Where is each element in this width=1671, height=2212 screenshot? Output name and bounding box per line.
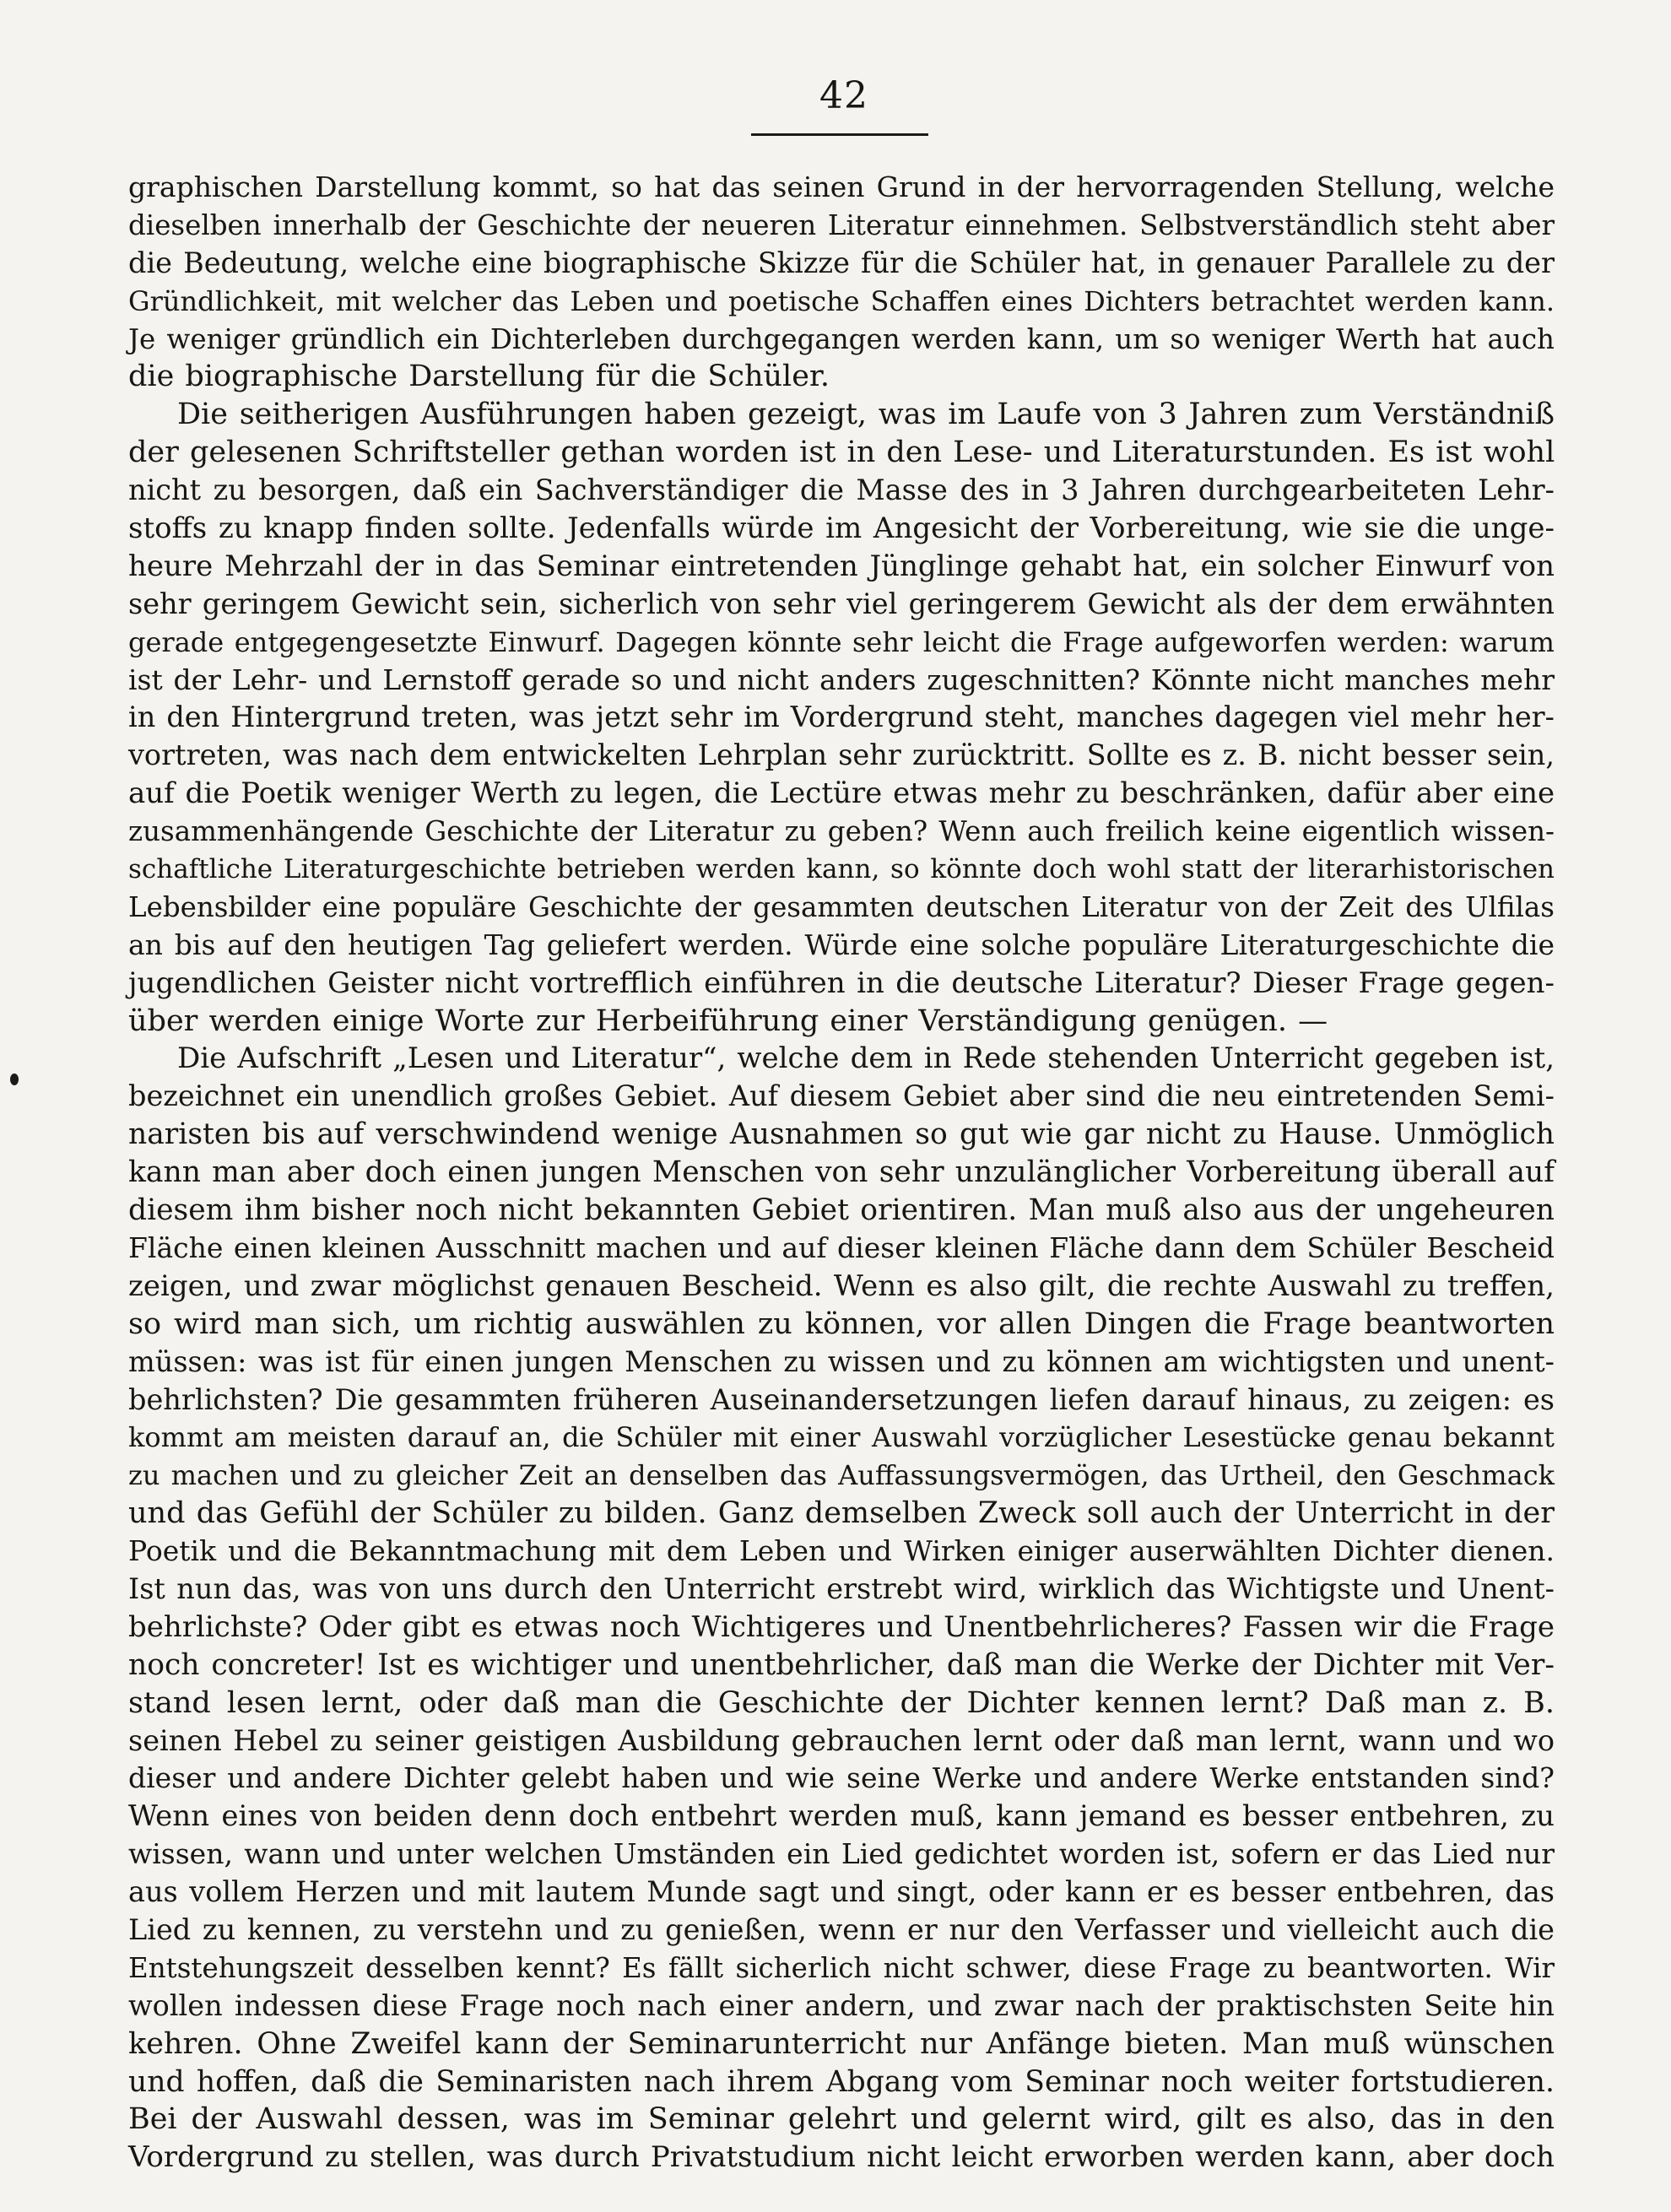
text-line: wissen, wann und unter welchen Umständen ein Lied gedichtet worden ist, sofern er das Lied nur bbox=[128, 1837, 1555, 1871]
body-text bbox=[128, 169, 1555, 2177]
text-line: Vordergrund zu stellen, was durch Privatstudium nicht leicht erworben werden kann, aber doch bbox=[128, 2140, 1555, 2175]
text-line: Gründlichkeit, mit welcher das Leben und poetische Schaffen eines Dichters betrachtet werden kann. bbox=[128, 284, 1555, 317]
text-line: Die Aufschrift „Lesen und Literatur“, welche dem in Rede stehenden Unterricht gegeben ist, bbox=[177, 1041, 1555, 1076]
page-number: 42 bbox=[819, 74, 868, 117]
page-number-rule bbox=[751, 133, 928, 136]
text-line: heure Mehrzahl der in das Seminar eintretenden Jünglinge gehabt hat, ein solcher Einwurf von bbox=[128, 549, 1555, 583]
text-line: aus vollem Herzen und mit lautem Munde sagt und singt, oder kann er es besser entbehren, das bbox=[128, 1875, 1555, 1909]
text-line: stand lesen lernt, oder daß man die Geschichte der Dichter kennen lernt? Daß man z. B. bbox=[128, 1685, 1555, 1720]
text-line: kann man aber doch einen jungen Menschen von sehr unzulänglicher Vorbereitung überall auf bbox=[128, 1155, 1555, 1190]
text-line: stoffs zu knapp finden sollte. Jedenfalls würde im Angesicht der Vorbereitung, wie sie die unge- bbox=[128, 511, 1555, 546]
text-line: Fläche einen kleinen Ausschnitt machen und auf dieser kleinen Fläche dann dem Schüler Bescheid bbox=[128, 1230, 1555, 1264]
text-line: und hoffen, daß die Seminaristen nach ihrem Abgang vom Seminar noch weiter fortstudieren. bbox=[128, 2064, 1555, 2099]
text-line: Die seitherigen Ausführungen haben gezeigt, was im Laufe von 3 Jahren zum Verständniß bbox=[177, 398, 1555, 432]
text-line: jugendlichen Geister nicht vortrefflich einführen in die deutsche Literatur? Dieser Frage gegen- bbox=[128, 965, 1555, 1000]
text-line: sehr geringem Gewicht sein, sicherlich von sehr viel geringerem Gewicht als der dem erwähnten bbox=[128, 587, 1555, 620]
text-line: seinen Hebel zu seiner geistigen Ausbildung gebrauchen lernt oder daß man lernt, wann und wo bbox=[128, 1723, 1555, 1757]
text-line: über werden einige Worte zur Herbeiführung einer Verständigung genügen. — bbox=[128, 1003, 1328, 1038]
margin-ink-dot bbox=[10, 1074, 19, 1085]
text-line: bezeichnet ein unendlich großes Gebiet. Auf diesem Gebiet aber sind die neu eintretenden Semi- bbox=[128, 1079, 1555, 1113]
text-line: dieser und andere Dichter gelebt haben und wie seine Werke und andere Werke entstanden sind? bbox=[128, 1761, 1555, 1795]
text-line: schaftliche Literaturgeschichte betrieben werden kann, so könnte doch wohl statt der literarhistorischen bbox=[128, 854, 1555, 885]
text-line: graphischen Darstellung kommt, so hat das seinen Grund in der hervorragenden Stellung, welche bbox=[128, 170, 1555, 203]
text-line: und das Gefühl der Schüler zu bilden. Ganz demselben Zweck soll auch der Unterricht in der bbox=[128, 1496, 1555, 1531]
text-line: Lebensbilder eine populäre Geschichte der gesammten deutschen Literatur von der Zeit des Ulfilas bbox=[128, 890, 1555, 923]
text-line: Je weniger gründlich ein Dichterleben durchgegangen werden kann, um so weniger Werth hat auch bbox=[128, 322, 1555, 355]
text-line: nicht zu besorgen, daß ein Sachverständiger die Masse des in 3 Jahren durchgearbeiteten Lehr- bbox=[128, 473, 1555, 507]
text-line: Bei der Auswahl dessen, was im Seminar gelehrt und gelernt wird, gilt es also, das in den bbox=[128, 2102, 1555, 2137]
text-line: müssen: was ist für einen jungen Menschen zu wissen und zu können am wichtigsten und unent- bbox=[128, 1344, 1555, 1378]
text-line: diesem ihm bisher noch nicht bekannten Gebiet orientiren. Man muß also aus der ungeheuren bbox=[128, 1193, 1555, 1228]
text-line: der gelesenen Schriftsteller gethan worden ist in den Lese- und Literaturstunden. Es ist wohl bbox=[128, 435, 1555, 470]
text-line: zeigen, und zwar möglichst genauen Bescheid. Wenn es also gilt, die rechte Auswahl zu treffen, bbox=[128, 1268, 1555, 1303]
text-line: zusammenhängende Geschichte der Literatur zu geben? Wenn auch freilich keine eigentlich wissen- bbox=[128, 815, 1555, 848]
text-line: Entstehungszeit desselben kennt? Es fällt sicherlich nicht schwer, diese Frage zu beantworten. Wir bbox=[128, 1951, 1555, 1984]
text-line: noch concreter! Ist es wichtiger und unentbehrlicher, daß man die Werke der Dichter mit Ver- bbox=[128, 1647, 1555, 1682]
text-line: auf die Poetik weniger Werth zu legen, die Lectüre etwas mehr zu beschränken, dafür aber eine bbox=[128, 776, 1555, 811]
text-line: Poetik und die Bekanntmachung mit dem Leben und Wirken einiger auserwählten Dichter dienen. bbox=[128, 1534, 1555, 1568]
text-line: in den Hintergrund treten, was jetzt sehr im Vordergrund steht, manches dagegen viel mehr her- bbox=[128, 700, 1555, 734]
text-line: die Bedeutung, welche eine biographische Skizze für die Schüler hat, in genauer Parallele zu der bbox=[128, 246, 1555, 279]
text-line: ist der Lehr- und Lernstoff gerade so und nicht anders zugeschnitten? Könnte nicht manches mehr bbox=[128, 663, 1555, 696]
text-line: Lied zu kennen, zu verstehn und zu genießen, wenn er nur den Verfasser und vielleicht auch die bbox=[128, 1912, 1555, 1946]
text-line: wollen indessen diese Frage noch nach einer andern, und zwar nach der praktischsten Seite hin bbox=[128, 1988, 1555, 2022]
text-line: dieselben innerhalb der Geschichte der neueren Literatur einnehmen. Selbstverständlich steht aber bbox=[128, 208, 1555, 241]
text-line: vortreten, was nach dem entwickelten Lehrplan sehr zurücktritt. Sollte es z. B. nicht besser sein, bbox=[128, 738, 1555, 772]
text-line: naristen bis auf verschwindend wenige Ausnahmen so gut wie gar nicht zu Hause. Unmöglich bbox=[128, 1117, 1555, 1152]
text-line: Ist nun das, was von uns durch den Unterricht erstrebt wird, wirklich das Wichtigste und Unent- bbox=[128, 1571, 1555, 1605]
text-line: kommt am meisten darauf an, die Schüler mit einer Auswahl vorzüglicher Lesestücke genau bekannt bbox=[128, 1421, 1555, 1454]
text-line: Wenn eines von beiden denn doch entbehrt werden muß, kann jemand es besser entbehren, zu bbox=[128, 1799, 1555, 1834]
text-line: gerade entgegengesetzte Einwurf. Dagegen könnte sehr leicht die Frage aufgeworfen werden: warum bbox=[128, 625, 1555, 658]
text-line: so wird man sich, um richtig auswählen zu können, vor allen Dingen die Frage beantworten bbox=[128, 1306, 1555, 1341]
text-line: behrlichsten? Die gesammten früheren Auseinandersetzungen liefen darauf hinaus, zu zeigen: es bbox=[128, 1382, 1555, 1416]
text-line: kehren. Ohne Zweifel kann der Seminarunterricht nur Anfänge bieten. Man muß wünschen bbox=[128, 2026, 1555, 2061]
text-line: zu machen und zu gleicher Zeit an denselben das Auffassungsvermögen, das Urtheil, den Geschmack bbox=[128, 1459, 1555, 1492]
text-line: an bis auf den heutigen Tag geliefert werden. Würde eine solche populäre Literaturgeschichte die bbox=[128, 928, 1555, 961]
text-line: behrlichste? Oder gibt es etwas noch Wichtigeres und Unentbehrlicheres? Fassen wir die Frage bbox=[128, 1609, 1555, 1644]
text-line: die biographische Darstellung für die Schüler. bbox=[128, 360, 830, 394]
